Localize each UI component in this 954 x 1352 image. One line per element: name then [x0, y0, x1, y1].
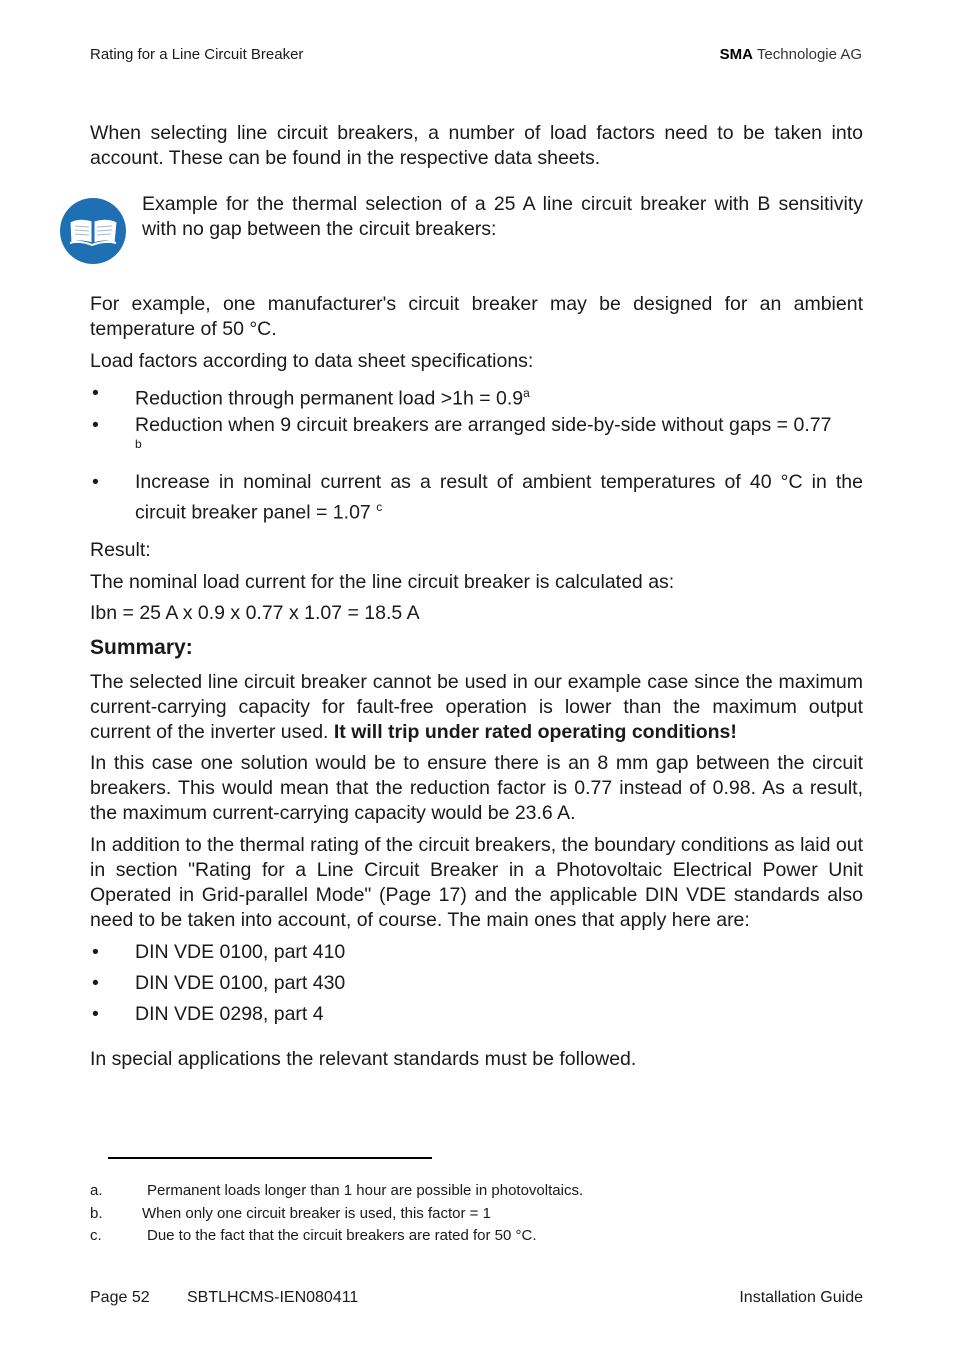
summary-heading: Summary: — [90, 636, 193, 659]
bullet: • — [92, 972, 99, 994]
footnote-mark: a. — [90, 1182, 103, 1199]
summary-paragraph-1 — [90, 670, 863, 745]
load-factors-label: Load factors according to data sheet specifications: — [90, 350, 534, 372]
example-description: Example for the thermal selection of a 25 A line circuit breaker with B sensitivity with no gap between the circuit breakers: — [142, 193, 863, 240]
running-header-company — [720, 46, 862, 63]
footnote-ref: c — [376, 500, 383, 514]
load-factor-text: Increase in nominal current as a result of ambient temperatures of 40 °C in the circuit breaker panel = 1.07 — [135, 471, 863, 524]
standard-item: DIN VDE 0100, part 410 — [135, 941, 346, 963]
page-number: Page 52 — [90, 1289, 150, 1306]
standard-item: DIN VDE 0100, part 430 — [135, 972, 346, 994]
result-formula: Ibn = 25 A x 0.9 x 0.77 x 1.07 = 18.5 A — [90, 602, 420, 624]
summary-paragraph-3: In addition to the thermal rating of the circuit breakers, the boundary conditions as laid out in section "Rating for a Line Circuit Breaker in a Photovoltaic Electrical Power Unit Operated in Grid-parallel Mode" (Page 17) and the applicable DIN VDE standards also need to be taken into account, of course. The main ones that apply here are: — [90, 834, 863, 931]
footnote-text: Permanent loads longer than 1 hour are possible in photovoltaics. — [147, 1182, 584, 1199]
bullet: • — [92, 382, 99, 404]
intro-paragraph: When selecting line circuit breakers, a number of load factors need to be taken into account. These can be found in the respective data sheets. — [90, 122, 863, 169]
summary-text: The selected line circuit breaker cannot be used in our example case since the maximum current-carrying capacity for fault-free operation is lower than the maximum output current of the inverter used. — [90, 671, 863, 743]
list-item — [90, 413, 863, 459]
load-factor-text: Reduction when 9 circuit breakers are arranged side-by-side without gaps = 0.77 — [135, 414, 832, 436]
ambient-paragraph: For example, one manufacturer's circuit breaker may be designed for an ambient temperature of 50 °C. — [90, 293, 863, 340]
result-label: Result: — [90, 539, 151, 561]
bullet: • — [92, 414, 99, 436]
footnote-mark: c. — [90, 1227, 102, 1244]
footnote-divider — [108, 1157, 432, 1159]
document-id: SBTLHCMS-IEN080411 — [187, 1289, 359, 1306]
footnote-ref: b — [135, 437, 142, 451]
footnote-ref: a — [523, 386, 530, 400]
load-factor-text: Reduction through permanent load >1h = 0.9 — [135, 387, 524, 410]
standard-item: DIN VDE 0298, part 4 — [135, 1003, 324, 1025]
summary-paragraph-2: In this case one solution would be to ensure there is an 8 mm gap between the circuit breakers. This would mean that the reduction factor is 0.77 instead of 0.98. As a result, the maximum current-carrying capacity would be 23.6 A. — [90, 752, 863, 824]
bullet: • — [92, 1003, 99, 1025]
footnote-text: Due to the fact that the circuit breakers are rated for 50 °C. — [147, 1227, 537, 1244]
summary-warning: It will trip under rated operating conditions! — [333, 721, 737, 743]
bullet: • — [92, 471, 99, 493]
footnote-mark: b. — [90, 1205, 103, 1222]
bullet: • — [92, 941, 99, 963]
brand-name: SMA — [719, 46, 754, 63]
closing-paragraph: In special applications the relevant standards must be followed. — [90, 1048, 637, 1070]
book-icon — [60, 198, 126, 264]
document-title: Installation Guide — [739, 1289, 863, 1306]
company-name: Technologie AG — [756, 46, 862, 63]
footnote-text: When only one circuit breaker is used, this factor = 1 — [142, 1205, 491, 1222]
running-header-title: Rating for a Line Circuit Breaker — [90, 46, 304, 63]
result-text: The nominal load current for the line circuit breaker is calculated as: — [90, 571, 675, 593]
